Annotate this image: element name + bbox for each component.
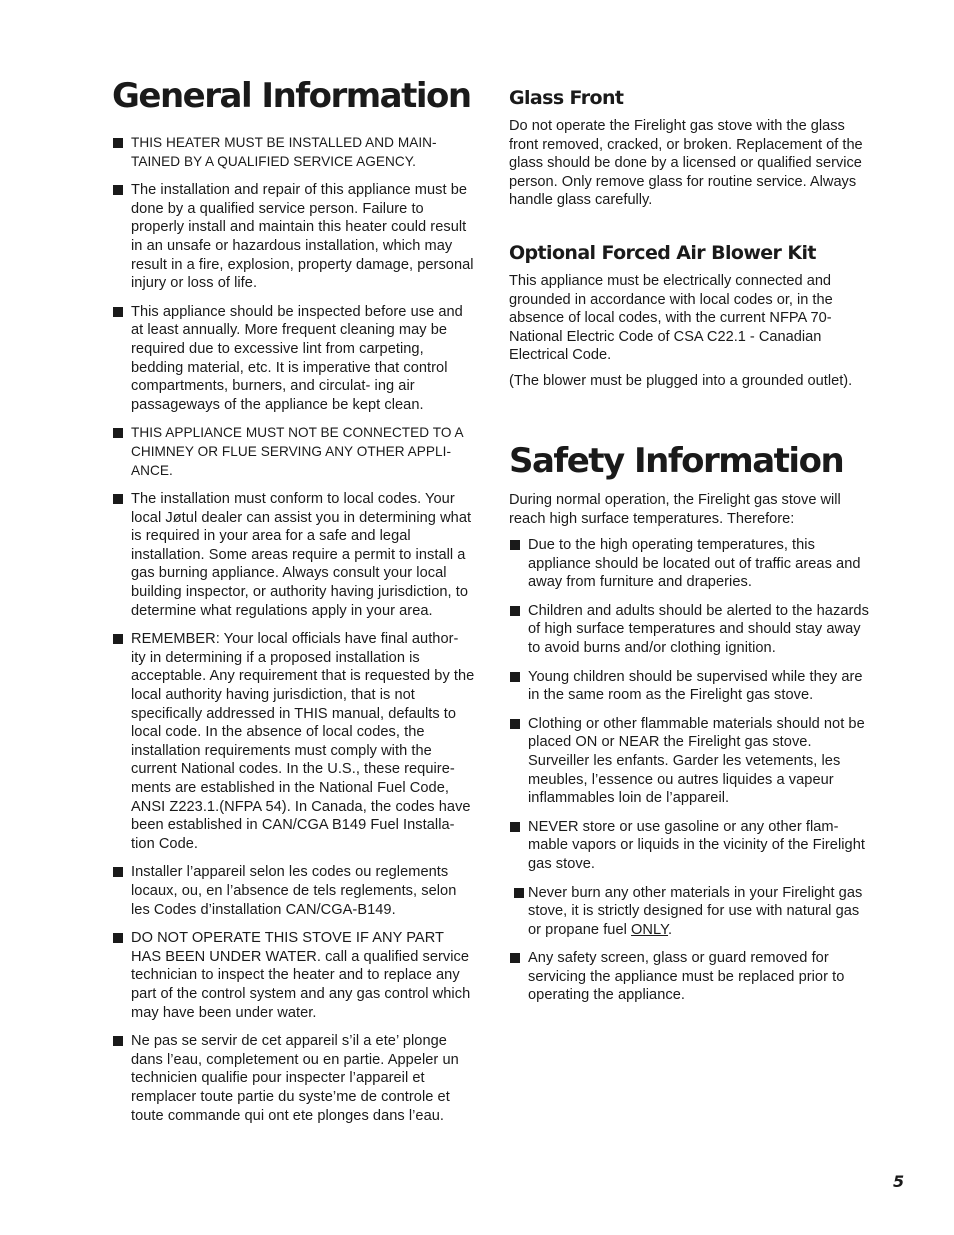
bullet-square-icon	[510, 672, 520, 682]
safety-information-list	[509, 536, 875, 1015]
glass-front-text: Do not operate the Firelight gas stove with the glass front removed, cracked, or broken. Replacement of the glass should be done by a licensed or qualified service person. Only remove glass for routine service. Always handle glass carefully.	[509, 118, 863, 209]
list-item: Installer l’appareil selon les codes ou reglements locaux, ou, en l’absence de tels reglements, selon les Codes d’installation CAN/CGA-B149.	[112, 863, 476, 919]
bullet-square-icon	[113, 307, 123, 317]
bullet-square-icon	[510, 953, 520, 963]
bullet-square-icon	[113, 185, 123, 195]
bullet-square-icon	[113, 634, 123, 644]
general-information-heading: General Information	[112, 76, 471, 116]
only-emphasis: ONLY	[631, 921, 669, 938]
blower-kit-heading: Optional Forced Air Blower Kit	[509, 242, 816, 264]
list-item: Due to the high operating temperatures, this appliance should be located out of traffic areas and away from furniture and draperies.	[509, 536, 875, 592]
list-item: Young children should be supervised while they are in the same room as the Firelight gas stove.	[509, 668, 875, 705]
bullet-square-icon	[113, 494, 123, 504]
bullet-square-icon	[510, 540, 520, 550]
list-item: Never burn any other materials in your Firelight gas stove, it is strictly designed for use with natural gas or propane fuel ONLY.	[509, 884, 875, 940]
general-information-list	[112, 134, 476, 1135]
blower-kit-text: This appliance must be electrically connected and grounded in accordance with local codes or, in the absence of local codes, with the current NFPA 70- National Electric Code of CSA C22.1 - Canadian Electrical Code.	[509, 273, 833, 364]
bullet-square-icon	[510, 822, 520, 832]
bullet-square-icon	[113, 428, 123, 438]
list-item: The installation and repair of this appliance must be done by a qualified service person. Failure to properly install and maintain this heater could result in an unsafe or hazardous installation, which may result in a fire, explosion, property damage, personal injury or loss of life.	[112, 181, 476, 293]
list-item: Any safety screen, glass or guard removed for servicing the appliance must be replaced prior to operating the appliance.	[509, 949, 875, 1005]
bullet-square-icon	[113, 933, 123, 943]
list-item: Ne pas se servir de cet appareil s’il a ete’ plonge dans l’eau, completement ou en partie. Appeler un technicien qualifie pour inspecter l’appareil et remplacer toute partie du syste’me de controle et toute commande qui ont ete plonges dans l’eau.	[112, 1032, 476, 1125]
list-item: This appliance should be inspected before use and at least annually. More frequent cleaning may be required due to excessive lint from carpeting, bedding material, etc. It is imperative that control compartments, burners, and circulat- ing air passageways of the appliance be kept clean.	[112, 303, 476, 415]
list-item: Clothing or other flammable materials should not be placed ON or NEAR the Firelight gas stove. Surveiller les enfants. Garder les vetements, les meubles, l’essence ou autres liquides a vapeur inflammables loin de l’appareil.	[509, 715, 875, 808]
list-item: THIS HEATER MUST BE INSTALLED AND MAIN- TAINED BY A QUALIFIED SERVICE AGENCY.	[112, 134, 476, 171]
list-item: REMEMBER: Your local officials have final author- ity in determining if a proposed installation is acceptable. Any requirement that is requested by the local authority having jurisdiction, that is not specifically addressed in THIS manual, defaults to local code. In the absence of local codes, the installation requirements must comply with the current National codes. In the U.S., these require- ments are established in the National Fuel Code, ANSI Z223.1.(NFPA 54). In Canada, the codes have been established in CAN/CGA B149 Fuel Installa- tion Code.	[112, 630, 476, 853]
list-item: The installation must conform to local codes. Your local Jøtul dealer can assist you in determining what is required in your area for a safe and legal installation. Some areas require a permit to install a gas burning appliance. Always consult your local building inspector, or authority having jurisdiction, to determine what regulations apply in your area.	[112, 490, 476, 620]
bullet-square-icon	[113, 138, 123, 148]
bullet-square-icon	[510, 719, 520, 729]
bullet-square-icon	[113, 1036, 123, 1046]
list-item: DO NOT OPERATE THIS STOVE IF ANY PART HAS BEEN UNDER WATER. call a qualified service technician to inspect the heater and to replace any part of the control system and any gas control which may have been under water.	[112, 929, 476, 1022]
page-number: 5	[893, 1172, 905, 1191]
list-item: THIS APPLIANCE MUST NOT BE CONNECTED TO A CHIMNEY OR FLUE SERVING ANY OTHER APPLI- ANCE.	[112, 424, 476, 480]
glass-front-heading: Glass Front	[509, 87, 624, 109]
safety-intro-text: During normal operation, the Firelight gas stove will reach high surface temperatures. Therefore:	[509, 492, 841, 527]
safety-information-heading: Safety Information	[509, 441, 844, 481]
blower-kit-note: (The blower must be plugged into a grounded outlet).	[509, 373, 853, 389]
bullet-square-icon	[514, 888, 524, 898]
bullet-square-icon	[113, 867, 123, 877]
list-item: Children and adults should be alerted to the hazards of high surface temperatures and should stay away to avoid burns and/or clothing ignition.	[509, 602, 875, 658]
list-item: NEVER store or use gasoline or any other flam- mable vapors or liquids in the vicinity of the Firelight gas stove.	[509, 818, 875, 874]
never-burn-text: Never burn any other materials in your Firelight gas stove, it is strictly designed for use with natural gas or propane fuel	[528, 884, 863, 938]
bullet-square-icon	[510, 606, 520, 616]
